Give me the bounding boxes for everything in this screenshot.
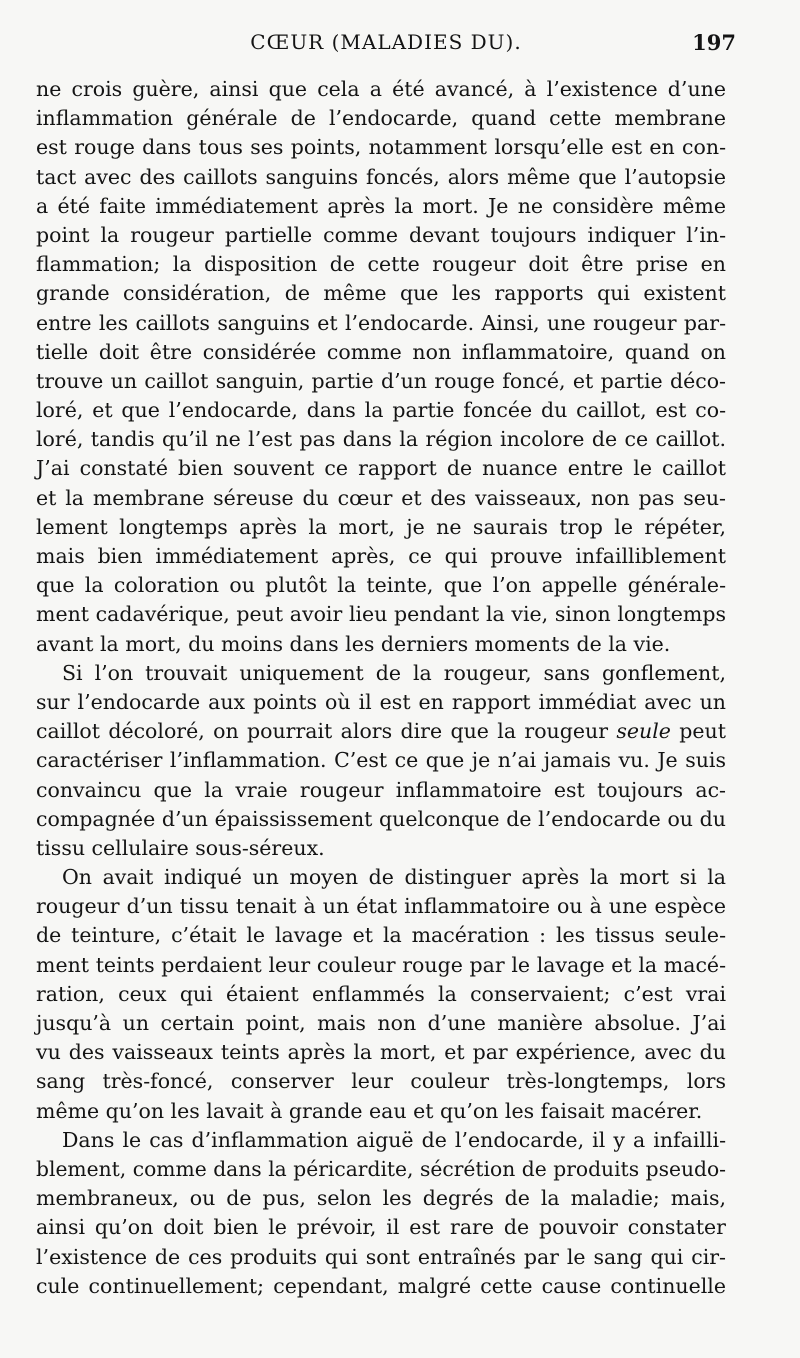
text-line: ainsi qu’on doit bien le prévoir, il est rare de pouvoir constater [36, 1215, 726, 1240]
text-line: ment cadavérique, peut avoir lieu pendant la vie, sinon longtemps [36, 602, 726, 627]
text-line: Dans le cas d’inflammation aiguë de l’endocarde, il y a infailli- [62, 1127, 726, 1152]
text-segment: peut [670, 719, 726, 744]
text-line: flammation; la disposition de cette rougeur doit être prise en [36, 252, 726, 277]
text-line: sang très-foncé, conserver leur couleur très-longtemps, lors [36, 1069, 726, 1094]
italic-word: seule [616, 719, 671, 744]
text-line: vu des vaisseaux teints après la mort, et par expérience, avec du [36, 1040, 726, 1065]
text-line: membraneux, ou de pus, selon les degrés de la maladie; mais, [36, 1186, 726, 1211]
text-line: loré, et que l’endocarde, dans la partie foncée du caillot, est co- [36, 398, 726, 423]
text-line: avant la mort, du moins dans les derniers moments de la vie. [36, 631, 671, 656]
text-line: On avait indiqué un moyen de distinguer après la mort si la [62, 865, 726, 890]
text-line: et la membrane séreuse du cœur et des vaisseaux, non pas seu- [36, 485, 726, 510]
text-line: grande considération, de même que les rapports qui existent [36, 281, 726, 306]
text-line: ne crois guère, ainsi que cela a été avancé, à l’existence d’une [36, 77, 726, 101]
text-line: entre les caillots sanguins et l’endocarde. Ainsi, une rougeur par- [36, 310, 726, 335]
text-line: rougeur d’un tissu tenait à un état inflammatoire ou à une espèce [36, 894, 726, 919]
text-line: même qu’on les lavait à grande eau et qu’on les faisait macérer. [36, 1098, 703, 1123]
text-line: trouve un caillot sanguin, partie d’un rouge foncé, et partie déco- [36, 368, 726, 393]
text-line: jusqu’à un certain point, mais non d’une manière absolue. J’ai [36, 1011, 726, 1035]
text-line: loré, tandis qu’il ne l’est pas dans la région incolore de ce caillot. [36, 427, 726, 452]
text-line: point la rougeur partielle comme devant toujours indiquer l’in- [36, 222, 726, 247]
text-line: inflammation générale de l’endocarde, quand cette membrane [36, 106, 726, 131]
body-text [36, 75, 726, 1301]
running-title: CŒUR (MALADIES DU). [250, 30, 522, 54]
page-number: 197 [692, 30, 736, 55]
text-line: lement longtemps après la mort, je ne saurais trop le répéter, [36, 514, 726, 539]
text-line: mais bien immédiatement après, ce qui prouve infailliblement [36, 544, 726, 568]
text-line: convaincu que la vraie rougeur inflammatoire est toujours ac- [36, 777, 726, 802]
text-line: l’existence de ces produits qui sont entraînés par le sang qui cir- [36, 1244, 726, 1269]
text-line: tissu cellulaire sous-séreux. [36, 835, 325, 860]
text-line: cule continuellement; cependant, malgré cette cause continuelle [36, 1273, 726, 1298]
text-line: tielle doit être considérée comme non inflammatoire, quand on [36, 339, 726, 364]
text-line: J’ai constaté bien souvent ce rapport de nuance entre le caillot [36, 456, 726, 481]
text-line: ment teints perdaient leur couleur rouge par le lavage et la macé- [36, 952, 726, 977]
text-line: blement, comme dans la péricardite, sécrétion de produits pseudo- [36, 1156, 726, 1181]
text-line: tact avec des caillots sanguins foncés, alors même que l’autopsie [36, 164, 726, 189]
text-line: a été faite immédiatement après la mort. Je ne considère même [36, 193, 726, 218]
text-line: sur l’endocarde aux points où il est en rapport immédiat avec un [36, 689, 726, 714]
text-line: ration, ceux qui étaient enflammés la conservaient; c’est vrai [36, 981, 726, 1006]
text-line: compagnée d’un épaississement quelconque de l’endocarde ou du [36, 806, 726, 831]
text-line [36, 717, 726, 746]
text-line: caractériser l’inflammation. C’est ce que je n’ai jamais vu. Je suis [36, 748, 726, 773]
text-line: que la coloration ou plutôt la teinte, que l’on appelle générale- [36, 573, 726, 598]
running-head [36, 30, 736, 64]
text-line: Si l’on trouvait uniquement de la rougeur, sans gonflement, [62, 660, 726, 685]
text-line: est rouge dans tous ses points, notamment lorsqu’elle est en con- [36, 135, 726, 160]
text-segment: caillot décoloré, on pourrait alors dire que la rougeur [36, 719, 617, 744]
text-line: de teinture, c’était le lavage et la macération : les tissus seule- [36, 923, 726, 948]
